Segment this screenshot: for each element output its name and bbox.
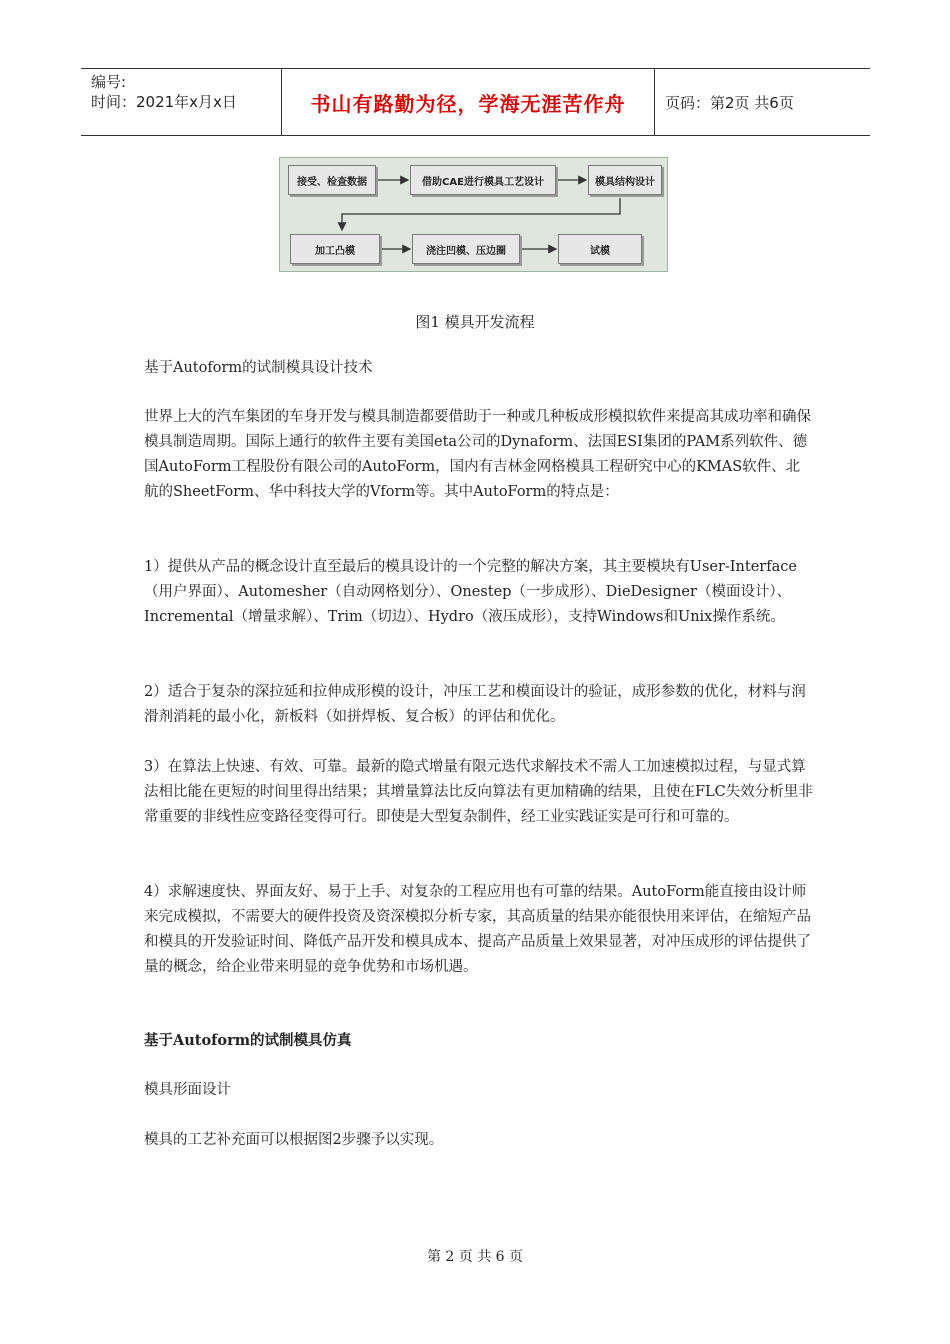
flow-box-die-casting: 浇注凹模、压边圈 bbox=[412, 234, 520, 264]
flow-box-cae-design: 借助CAE进行模具工艺设计 bbox=[410, 165, 556, 195]
list-item-1: 1）提供从产品的概念设计直至最后的模具设计的一个完整的解决方案，其主要模块有User-Interface（用户界面）、Automesher（自动网格划分）、Onestep（一步成形）、DieDesigner（模面设计）、Incremental（增量求解）、Trim（切边）、Hydro（液压成形），支持Windows和Unix操作系统。 bbox=[144, 559, 797, 625]
header-meta-cell bbox=[81, 69, 282, 135]
list-item-4: 4）求解速度快、界面友好、易于上手、对复杂的工程应用也有可靠的结果。AutoForm能直接由设计师来完成模拟，不需要大的硬件投资及资深模拟分析专家，其高质量的结果亦能很快用来评估，在缩短产品和模具的开发验证时间、降低产品开发和模具成本、提高产品质量上效果显著，对冲压成形的评估提供了量的概念，给企业带来明显的竞争优势和市场机遇。 bbox=[144, 884, 811, 975]
flow-box-receive-data: 接受、检查数据 bbox=[288, 165, 376, 195]
subsection-title-surface-design: 模具形面设计 bbox=[144, 1082, 231, 1098]
intro-paragraph: 世界上大的汽车集团的车身开发与模具制造都要借助于一种或几种板成形模拟软件来提高其成功率和确保模具制造周期。国际上通行的软件主要有美国eta公司的Dynaform、法国ESI集团的PAM系列软件、德国AutoForm工程股份有限公司的AutoForm，国内有吉林金网格模具工程研究中心的KMAS软件、北航的SheetForm、华中科技大学的Vform等。其中AutoForm的特点是： bbox=[144, 409, 811, 500]
header-motto: 书山有路勤为径，学海无涯苦作舟 bbox=[282, 69, 655, 135]
figure-caption: 图1 模具开发流程 bbox=[415, 313, 535, 331]
list-item-2: 2）适合于复杂的深拉延和拉伸成形模的设计，冲压工艺和模面设计的验证，成形参数的优化，材料与润滑剂消耗的最小化，新板料（如拼焊板、复合板）的评估和优化。 bbox=[144, 684, 806, 725]
section-title-design-tech: 基于Autoform的试制模具设计技术 bbox=[144, 360, 373, 376]
flow-box-trial: 试模 bbox=[558, 234, 642, 264]
section-title-simulation: 基于Autoform的试制模具仿真 bbox=[144, 1032, 352, 1049]
arrow-3 bbox=[342, 198, 620, 230]
flow-box-structure-design: 模具结构设计 bbox=[588, 165, 662, 195]
flow-box-punch: 加工凸模 bbox=[290, 234, 380, 264]
flowchart-figure bbox=[279, 157, 668, 272]
closing-paragraph: 模具的工艺补充面可以根据图2步骤予以实现。 bbox=[144, 1132, 444, 1148]
page-footer: 第 2 页 共 6 页 bbox=[426, 1249, 524, 1265]
header-page-label: 页码：第2页 共6页 bbox=[665, 93, 794, 112]
number-label: 编号: bbox=[91, 73, 127, 91]
list-item-3: 3）在算法上快速、有效、可靠。最新的隐式增量有限元迭代求解技术不需人工加速模拟过程，与显式算法相比能在更短的时间里得出结果；其增量算法比反向算法有更加精确的结果，且使在FLC失效分析里非常重要的非线性应变路径变得可行。即使是大型复杂制件，经工业实践证实是可行和可靠的。 bbox=[144, 759, 813, 825]
document-header bbox=[81, 68, 870, 136]
date-label: 时间：2021年x月x日 bbox=[91, 93, 237, 111]
